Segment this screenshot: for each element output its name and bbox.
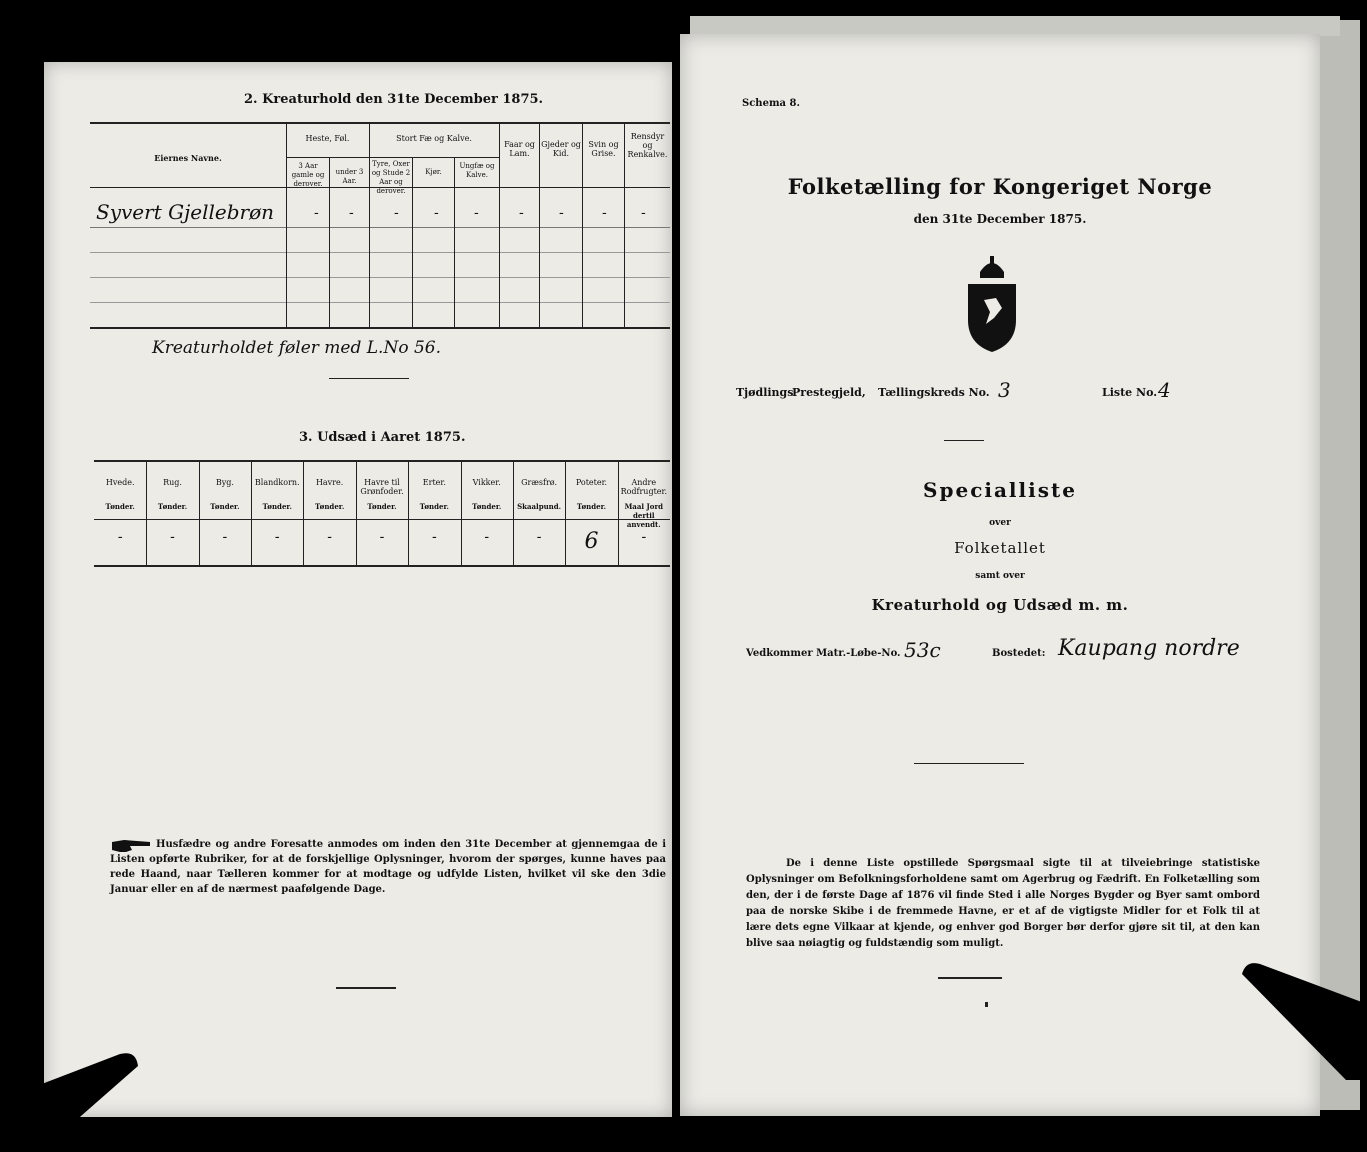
owner-header: Eiernes Navne.	[154, 153, 222, 163]
section2-title: 2. Kreaturhold den 31te December 1875.	[244, 92, 544, 107]
udsaed-unit-4: Tønder.	[315, 502, 345, 511]
left-page	[44, 62, 672, 1117]
table2-row-rule	[90, 277, 670, 278]
binder-clip-left	[0, 1040, 140, 1152]
udsaed-unit-5: Tønder.	[367, 502, 397, 511]
heste-sub2-header: under 3 Aar.	[335, 168, 364, 185]
heste-value: -	[314, 205, 319, 221]
udsaed-unit-2: Tønder.	[210, 502, 240, 511]
table3-top-rule	[94, 460, 670, 462]
prestegjeld-label: Prestegjeld,	[792, 386, 866, 399]
udsaed-value-7: -	[484, 529, 490, 545]
section3-title: 3. Udsæd i Aaret 1875.	[299, 430, 466, 445]
stort-sub2-header: Kjør.	[425, 168, 442, 176]
kreds-number: 3	[998, 378, 1011, 402]
bottom-dot	[985, 1002, 988, 1007]
heste-sub1-header: 3 Aar gamle og derover.	[291, 162, 325, 188]
udsaed-header-5: Havre til Grønfoder.	[360, 478, 404, 496]
table2-row-rule	[90, 227, 670, 228]
gjeder-value: -	[559, 205, 564, 221]
divider-rule	[944, 440, 984, 441]
table2-col-rule	[412, 157, 413, 327]
udsaed-header-0: Hvede.	[105, 478, 135, 487]
stort-sub3-header: Ungfæ og Kalve.	[459, 162, 495, 179]
kreaturhold-note: Kreaturholdet føler med L.No 56.	[152, 338, 441, 358]
note-underline	[329, 378, 409, 379]
udsaed-header-8: Græsfrø.	[521, 478, 557, 487]
table2-col-rule	[454, 157, 455, 327]
samt-over-label: samt over	[975, 571, 1025, 581]
ungfae-value: -	[474, 205, 479, 221]
table2-col-rule	[286, 122, 287, 327]
table2-row-rule	[90, 302, 670, 303]
table3-bottom-rule	[94, 565, 670, 567]
udsaed-value-9: 6	[584, 529, 599, 554]
stort-header: Stort Fæ og Kalve.	[396, 134, 472, 143]
faar-header: Faar og Lam.	[504, 140, 535, 158]
page-stack-edge-2	[690, 16, 1340, 36]
table3-col-rule	[513, 460, 514, 565]
table3-col-rule	[303, 460, 304, 565]
info-text: De i denne Liste opstillede Spørgsmaal sigte til at tilveiebringe statistiske Oplysninger om Befolkningsforholdene samt om Agerbrug og Fædrift. En Folketælling som den, der i de første Dage af 1876 vil finde Sted i alle Norges Bygder og Byer samt ombord paa de norske Skibe i de fremmede Havne, er et af de vigtigste Midler for et Folk til at lære dets egne Vilkaar at kjende, og enhver god Borger bør derfor gjøre sit til, at den kan blive saa nøiagtig og fuldstændig som muligt.	[746, 858, 1260, 949]
table2-row-rule	[90, 252, 670, 253]
udsaed-header-10: Andre Rodfrugter.	[620, 478, 668, 496]
udsaed-value-0: -	[117, 529, 123, 545]
udsaed-header-2: Byg.	[215, 478, 234, 487]
right-page	[680, 34, 1320, 1116]
table2-subheader-rule	[286, 157, 499, 158]
udsaed-header-6: Erter.	[422, 478, 446, 487]
udsaed-value-4: -	[327, 529, 332, 545]
udsaed-value-5: -	[379, 529, 385, 545]
udsaed-header-4: Havre.	[315, 478, 344, 487]
table3-col-rule	[146, 460, 147, 565]
udsaed-value-6: -	[431, 529, 437, 545]
census-date: den 31te December 1875.	[913, 212, 1087, 226]
bosted-value: Kaupang nordre	[1058, 636, 1240, 661]
matr-label: Vedkommer Matr.-Løbe-No.	[746, 648, 901, 659]
liste-number: 4	[1158, 378, 1171, 402]
notice-text: Husfædre og andre Foresatte anmodes om inden den 31te December at gjennemgaa de i Listen opførte Rubriker, for at de forskjellige Oplysninger, hvorom der spørges, kunne haves paa rede Haand, naar Tælleren kommer for at modtage og udfylde Listen, hvilket vil ske den 3die Januar eller en af de nærmest paafølgende Dage.	[110, 839, 666, 895]
tyre-value: -	[394, 205, 399, 221]
table2-col-rule	[369, 122, 370, 327]
table2-top-rule	[90, 122, 670, 124]
census-title: Folketælling for Kongeriget Norge	[787, 174, 1213, 199]
udsaed-unit-8: Skaalpund.	[517, 502, 562, 511]
udsaed-value-10: -	[641, 529, 647, 545]
table3-col-rule	[199, 460, 200, 565]
udsaed-value-1: -	[170, 529, 175, 545]
svin-value: -	[602, 205, 607, 221]
udsaed-unit-1: Tønder.	[157, 502, 188, 511]
udsaed-value-3: -	[274, 529, 280, 545]
udsaed-unit-6: Tønder.	[419, 502, 449, 511]
mid-rule	[914, 763, 1024, 764]
matr-number: 53c	[904, 638, 941, 662]
rensdyr-value: -	[641, 205, 646, 221]
bottom-rule	[336, 987, 396, 989]
owner-name: Syvert Gjellebrøn	[96, 200, 275, 224]
folketallet-label: Folketallet	[954, 539, 1046, 557]
table3-col-rule	[408, 460, 409, 565]
table3-col-rule	[461, 460, 462, 565]
udsaed-header-9: Poteter.	[575, 478, 608, 487]
udsaed-header-1: Rug.	[163, 478, 182, 487]
udsaed-unit-9: Tønder.	[576, 502, 607, 511]
specialliste-title: Specialliste	[923, 478, 1077, 502]
udsaed-value-8: -	[536, 529, 542, 545]
udsaed-header-7: Vikker.	[472, 478, 501, 487]
table3-header-rule	[94, 519, 670, 520]
udsaed-value-2: -	[222, 529, 228, 545]
table3-col-rule	[251, 460, 252, 565]
kjor-value: -	[434, 205, 439, 221]
gjeder-header: Gjeder og Kid.	[541, 140, 581, 158]
schema-label: Schema 8.	[742, 98, 800, 109]
udsaed-header-3: Blandkorn.	[254, 478, 300, 487]
udsaed-unit-3: Tønder.	[262, 502, 292, 511]
heste-young-value: -	[349, 205, 354, 221]
faar-value: -	[519, 205, 524, 221]
rensdyr-header: Rensdyr og Renkalve.	[627, 132, 668, 159]
heste-header: Heste, Føl.	[305, 134, 350, 143]
table3-col-rule	[356, 460, 357, 565]
table2-bottom-rule	[90, 327, 670, 329]
coat-of-arms-icon	[962, 254, 1022, 354]
udsaed-unit-0: Tønder.	[105, 502, 135, 511]
prestegjeld-name: Tjødlings	[736, 386, 794, 399]
udsaed-unit-10: Maal Jord dertil anvendt.	[624, 502, 664, 529]
udsaed-unit-7: Tønder.	[472, 502, 502, 511]
stort-sub1-header: Tyre, Oxer og Stude 2 Aar og derover.	[371, 160, 411, 195]
bottom-rule	[938, 977, 1002, 979]
svin-header: Svin og Grise.	[588, 140, 619, 158]
kreaturhold-label: Kreaturhold og Udsæd m. m.	[871, 596, 1129, 614]
bosted-label: Bostedet:	[992, 648, 1046, 659]
liste-label: Liste No.	[1102, 386, 1158, 399]
binder-clip-right	[1236, 960, 1367, 1080]
over-label: over	[989, 518, 1011, 528]
kreds-label: Tællingskreds No.	[878, 386, 990, 399]
